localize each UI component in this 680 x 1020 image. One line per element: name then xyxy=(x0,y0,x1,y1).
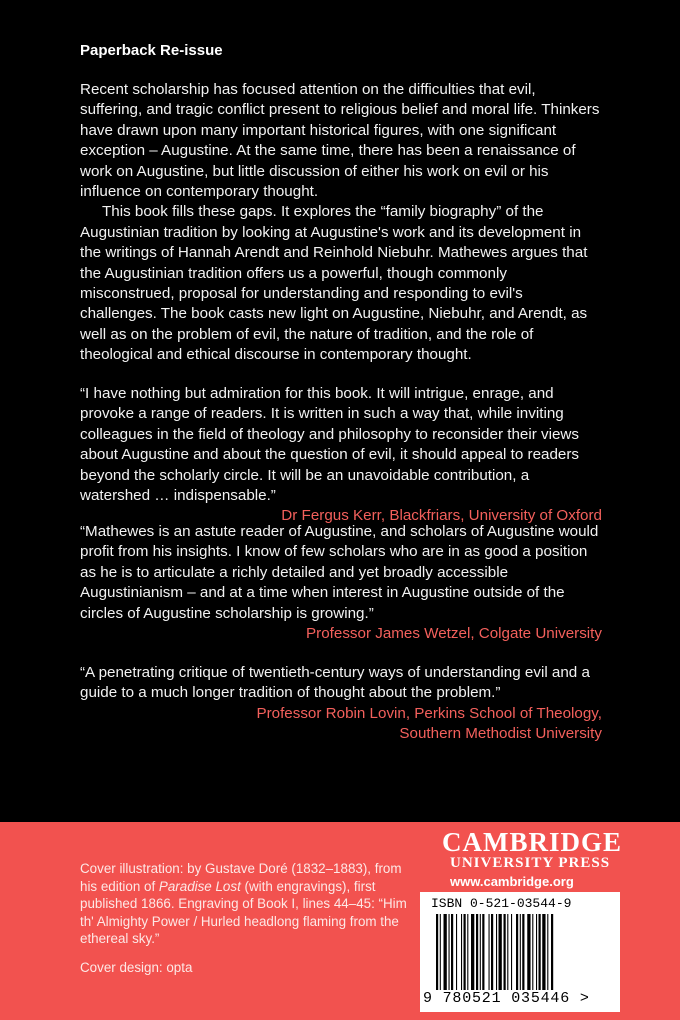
review-text: “Mathewes is an astute reader of Augustine, and scholars of Augustine would profit from his insights. I know of few scholars who are in as good a position as he is to articulate a richly detailed and yet broadly accessible Augustinianism – and at a time when interest in Augustine outside of the circles of Augustine scholarship is growing.” xyxy=(80,523,599,622)
review-text: “I have nothing but admiration for this book. It will intrigue, enrage, and provoke a range of readers. It is written in such a way that, while inviting colleagues in the field of theology and philosophy to reconsider their views about Augustine and about the question of evil, it should appeal to readers beyond the scholarly circle. It will be an unavoidable contribution, a watershed … indispensable.” xyxy=(80,385,580,505)
review-text: “A penetrating critique of twentieth-century ways of understanding evil and a guide to a much longer tradition of thought about the problem.” xyxy=(80,664,590,702)
barcode-digits: 9 780521 035446 > xyxy=(423,990,590,1007)
publisher-logo: CAMBRIDGE xyxy=(442,827,623,857)
review-quote-2 xyxy=(80,522,602,644)
barcode-box xyxy=(420,892,620,1012)
review-attribution: Dr Fergus Kerr, Blackfriars, University of Oxford xyxy=(281,507,602,525)
reissue-heading: Paperback Re-issue xyxy=(80,42,223,59)
isbn-label: ISBN 0-521-03544-9 xyxy=(431,896,572,911)
publisher-panel xyxy=(0,822,680,1020)
cover-illustration-credit: Cover illustration: by Gustave Doré (1832–1883), from his edition of Paradise Lost (with engravings), first published 1866. Engraving of Book I, lines 44–45: “Him th' Almighty Power / Hurled headlong flaming from the ethereal sky.” xyxy=(80,861,407,946)
publisher-subtitle: UNIVERSITY PRESS xyxy=(450,855,611,871)
review-attribution: Southern Methodist University xyxy=(399,725,602,743)
review-quote-3 xyxy=(80,663,602,745)
book-title: Paradise Lost xyxy=(158,878,241,894)
book-description xyxy=(80,80,600,366)
publisher-url: www.cambridge.org xyxy=(450,874,574,889)
review-attribution: Professor Robin Lovin, Perkins School of Theology, xyxy=(256,704,602,722)
review-attribution: Professor James Wetzel, Colgate University xyxy=(306,625,602,643)
description-paragraph-1: Recent scholarship has focused attention on the difficulties that evil, suffering, and tragic conflict present to religious belief and moral life. Thinkers have drawn upon many important historical figures, with one significant exception – Augustine. At the same time, there has been a renaissance of work on Augustine, but little discussion of either his work on evil or his influence on contemporary thought. xyxy=(80,81,600,201)
review-quote-1 xyxy=(80,384,602,527)
description-paragraph-2: This book fills these gaps. It explores the “family biography” of the Augustinian tradition by looking at Augustine's work and its development in the writings of Hannah Arendt and Reinhold Niebuhr. Mathewes argues that the Augustinian tradition offers us a powerful, though commonly misconstrued, proposal for understanding and responding to evil's challenges. The book casts new light on Augustine, Niebuhr, and Arendt, as well as on the problem of evil, the nature of tradition, and the role of theological and ethical discourse in contemporary thought. xyxy=(80,203,588,364)
cover-design-credit: Cover design: opta xyxy=(80,960,193,975)
barcode-icon xyxy=(436,914,586,990)
